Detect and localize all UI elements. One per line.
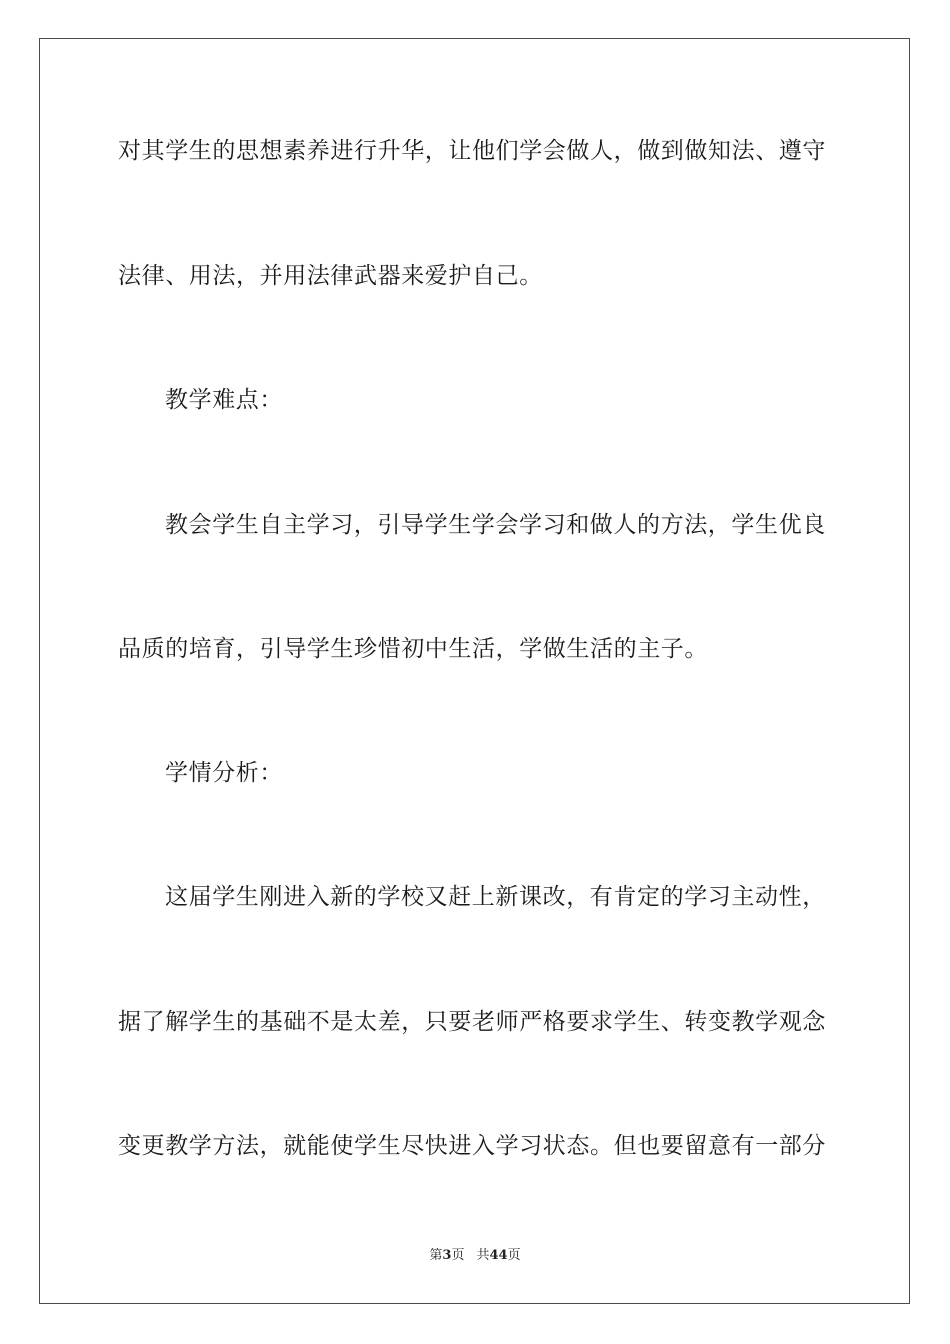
footer-page-number: 3 (442, 1248, 452, 1263)
body-line-2: 法律、用法，并用法律武器来爱护自己。 (118, 263, 543, 289)
footer-total-suffix: 页 (507, 1248, 521, 1263)
body-line-5: 这届学生刚进入新的学校又赶上新课改，有肯定的学习主动性， (165, 884, 826, 910)
page-footer (0, 1247, 950, 1265)
body-line-6: 据了解学生的基础不是太差，只要老师严格要求学生、转变教学观念 (118, 1009, 826, 1035)
footer-page-prefix: 第 (429, 1248, 443, 1263)
section-heading-difficulties: 教学难点： (165, 387, 283, 413)
footer-total-prefix: 共 (476, 1248, 490, 1263)
footer-total-pages: 44 (489, 1248, 508, 1263)
body-line-7: 变更教学方法，就能使学生尽快进入学习状态。但也要留意有一部分 (118, 1133, 826, 1159)
body-line-3: 教会学生自主学习，引导学生学会学习和做人的方法，学生优良 (165, 512, 826, 538)
body-line-4: 品质的培育，引导学生珍惜初中生活，学做生活的主子。 (118, 636, 708, 662)
body-line-1: 对其学生的思想素养进行升华，让他们学会做人，做到做知法、遵守 (118, 138, 826, 164)
section-heading-analysis: 学情分析： (165, 760, 283, 786)
page-border (39, 38, 910, 1304)
footer-page-suffix: 页 (451, 1248, 465, 1263)
